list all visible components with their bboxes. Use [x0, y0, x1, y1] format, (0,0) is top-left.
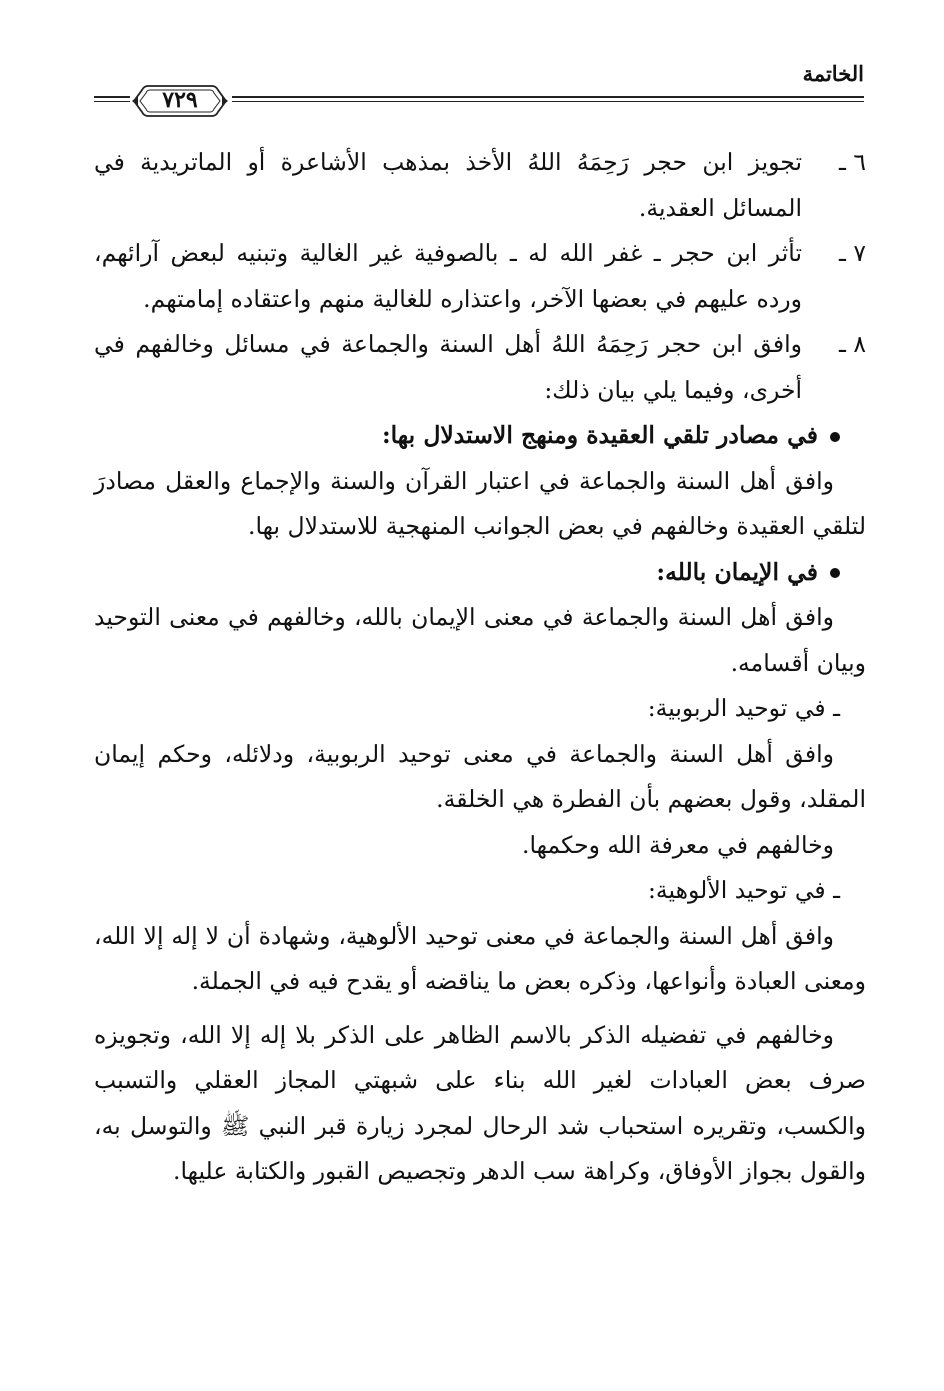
list-item-text: وافق ابن حجر رَحِمَهُ اللهُ أهل السنة والجماعة في مسائل وخالفهم في أخرى، وفيما يلي بيان ذلك:	[94, 330, 802, 404]
page-number-badge	[130, 82, 230, 120]
chapter-title: الخاتمة	[802, 61, 864, 86]
bullet-icon	[830, 568, 840, 578]
list-item	[94, 322, 866, 413]
list-item-number: ٧ ـ	[839, 239, 866, 267]
list-item	[94, 231, 866, 322]
list-item-text: تأثر ابن حجر ـ غفر الله له ـ بالصوفية غير الغالية وتبنيه لبعض آرائهم، ورده عليهم في بعضها الآخر، واعتذاره للغالية منهم واعتقاده إمامتهم.	[94, 239, 802, 313]
list-item-number: ٨ ـ	[839, 330, 866, 358]
paragraph-sources: وافق أهل السنة والجماعة في اعتبار القرآن والسنة والإجماع والعقل مصادرَ لتلقي العقيدة وخالفهم في بعض الجوانب المنهجية للاستدلال بها.	[94, 466, 866, 540]
subheading-rububiyya: ـ في توحيد الربوبية:	[647, 694, 840, 722]
paragraph-rububiyya-diff: وخالفهم في معرفة الله وحكمها.	[522, 830, 834, 859]
section-heading-iman: في الإيمان بالله:	[94, 550, 866, 596]
list-item	[94, 140, 866, 231]
paragraph-rububiyya: وافق أهل السنة والجماعة في معنى توحيد الربوبية، ودلائله، وحكم إيمان المقلد، وقول بعضهم بأن الفطرة هي الخلقة.	[94, 739, 866, 813]
page-body	[94, 140, 866, 1195]
list-item-text: تجويز ابن حجر رَحِمَهُ اللهُ الأخذ بمذهب الأشاعرة أو الماتريدية في المسائل العقدية.	[94, 148, 802, 222]
paragraph-uluhiyya-diff: وخالفهم في تفضيله الذكر بالاسم الظاهر على الذكر بلا إله إلا الله، وتجويزه صرف بعض العبادات لغير الله بناء على شبهتي المجاز العقلي والتسبب والكسب، وتقريره استحباب شد الرحال لمجرد زيارة قبر النبي ﷺ والتوسل به، والقول بجواز الأوفاق، وكراهة سب الدهر وتجصيص القبور والكتابة عليها.	[94, 1020, 866, 1185]
section-heading-sources: في مصادر تلقي العقيدة ومنهج الاستدلال بها:	[94, 413, 866, 459]
bullet-icon	[830, 432, 840, 442]
subheading-uluhiyya: ـ في توحيد الألوهية:	[648, 876, 840, 904]
page-number: ٧٢٩	[162, 87, 198, 113]
list-item-number: ٦ ـ	[839, 148, 866, 176]
paragraph-iman: وافق أهل السنة والجماعة في معنى الإيمان بالله، وخالفهم في معنى التوحيد وبيان أقسامه.	[94, 603, 866, 677]
paragraph-uluhiyya: وافق أهل السنة والجماعة في معنى توحيد الألوهية، وشهادة أن لا إله إلا الله، ومعنى العبادة وأنواعها، وذكره بعض ما يناقضه أو يقدح فيه في الجملة.	[94, 921, 866, 995]
